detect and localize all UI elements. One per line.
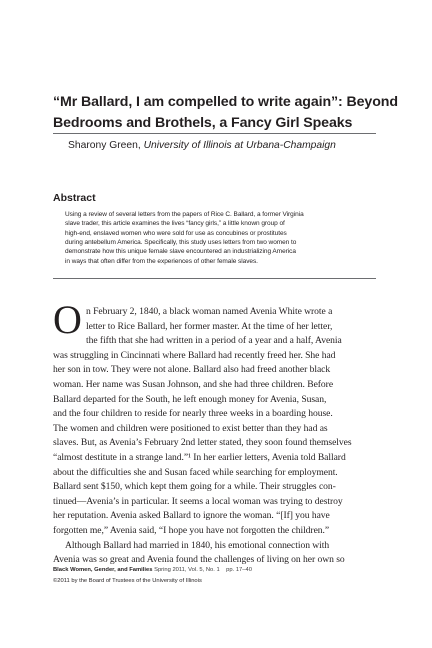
body-line: Ballard sent $150, which kept them going for a while. Their struggles con- [53,481,336,493]
body-line: the fifth that she had written in a period of a year and a half, Avenia [86,335,342,347]
abstract-line: during antebellum America. Specifically, this study uses letters from two women to [65,239,297,247]
body-line: Although Ballard had married in 1840, his emotional connection with [65,539,330,551]
body-line: about the difficulties she and Susan faced while searching for employment. [53,466,338,478]
body-line: and the four children to reside for nearly three weeks in a boarding house. [53,408,333,420]
body-text [53,305,378,568]
body-line: forgotten me,” Avenia said, “I hope you have not forgotten the children.” [53,524,330,536]
abstract-line: Using a review of several letters from the papers of Rice C. Ballard, a former Virginia [65,211,304,218]
abstract-line: demonstrate how this unique female slave encountered an industrializing America [65,248,296,256]
body-line: letter to Rice Ballard, her former master. At the time of her letter, [86,320,333,332]
title-divider-top [53,133,376,134]
body-line: her son in tow. They were not alone. Ballard also had freed another black [53,364,331,376]
copyright-notice: ©2011 by the Board of Trustees of the University of Illinois [53,578,202,584]
author-affiliation: University of Illinois at Urbana-Champaign [143,140,336,151]
body-line: “almost destitute in a strange land.”¹ In her earlier letters, Avenia told Ballard [53,451,346,463]
body-line: The women and children were positioned to exist better than they had as [53,422,328,434]
body-line: was struggling in Cincinnati where Ballard had recently freed her. She had [53,349,336,361]
footer-journal-info [53,566,252,575]
abstract-line: high-end, enslaved women who were sold for use as concubines or prostitutes [65,229,287,237]
body-line: n February 2, 1840, a black woman named Avenia White wrote a [86,306,333,317]
body-line: woman. Her name was Susan Johnson, and she had three children. Before [53,378,334,390]
body-line: Avenia was so great and Avenia found the challenges of living on her own so [53,554,345,566]
drop-cap: O [53,297,82,342]
issue-info: Spring 2011, Vol. 5, No. 1 pp. 17–40 [154,567,252,573]
body-line: tinued—Avenia’s in particular. It seems a local woman was trying to destroy [53,495,343,507]
body-line: Ballard departed for the South, he left enough money for Avenia, Susan, [53,393,327,405]
article-title [53,92,398,134]
article-title-line-2: Bedrooms and Brothels, a Fancy Girl Speaks [53,115,353,131]
abstract-heading: Abstract [53,192,96,204]
abstract-text [65,210,365,266]
body-line: slaves. But, as Avenia’s February 2nd letter stated, they soon found themselves [53,437,352,449]
abstract-divider-bottom [53,278,376,279]
author-byline [68,139,336,153]
abstract-line: slave trader, this article examines the lives “fancy girls,” a little known group of [65,220,285,228]
article-title-line-1: “Mr Ballard, I am compelled to write again”: Beyond [53,94,398,110]
author-name: Sharony Green, [68,140,141,151]
body-line: her reputation. Avenia asked Ballard to ignore the woman. “[If] you have [53,510,330,522]
journal-name: Black Women, Gender, and Families [53,567,153,573]
abstract-line: in ways that often differ from the experiences of other female slaves. [65,257,258,265]
